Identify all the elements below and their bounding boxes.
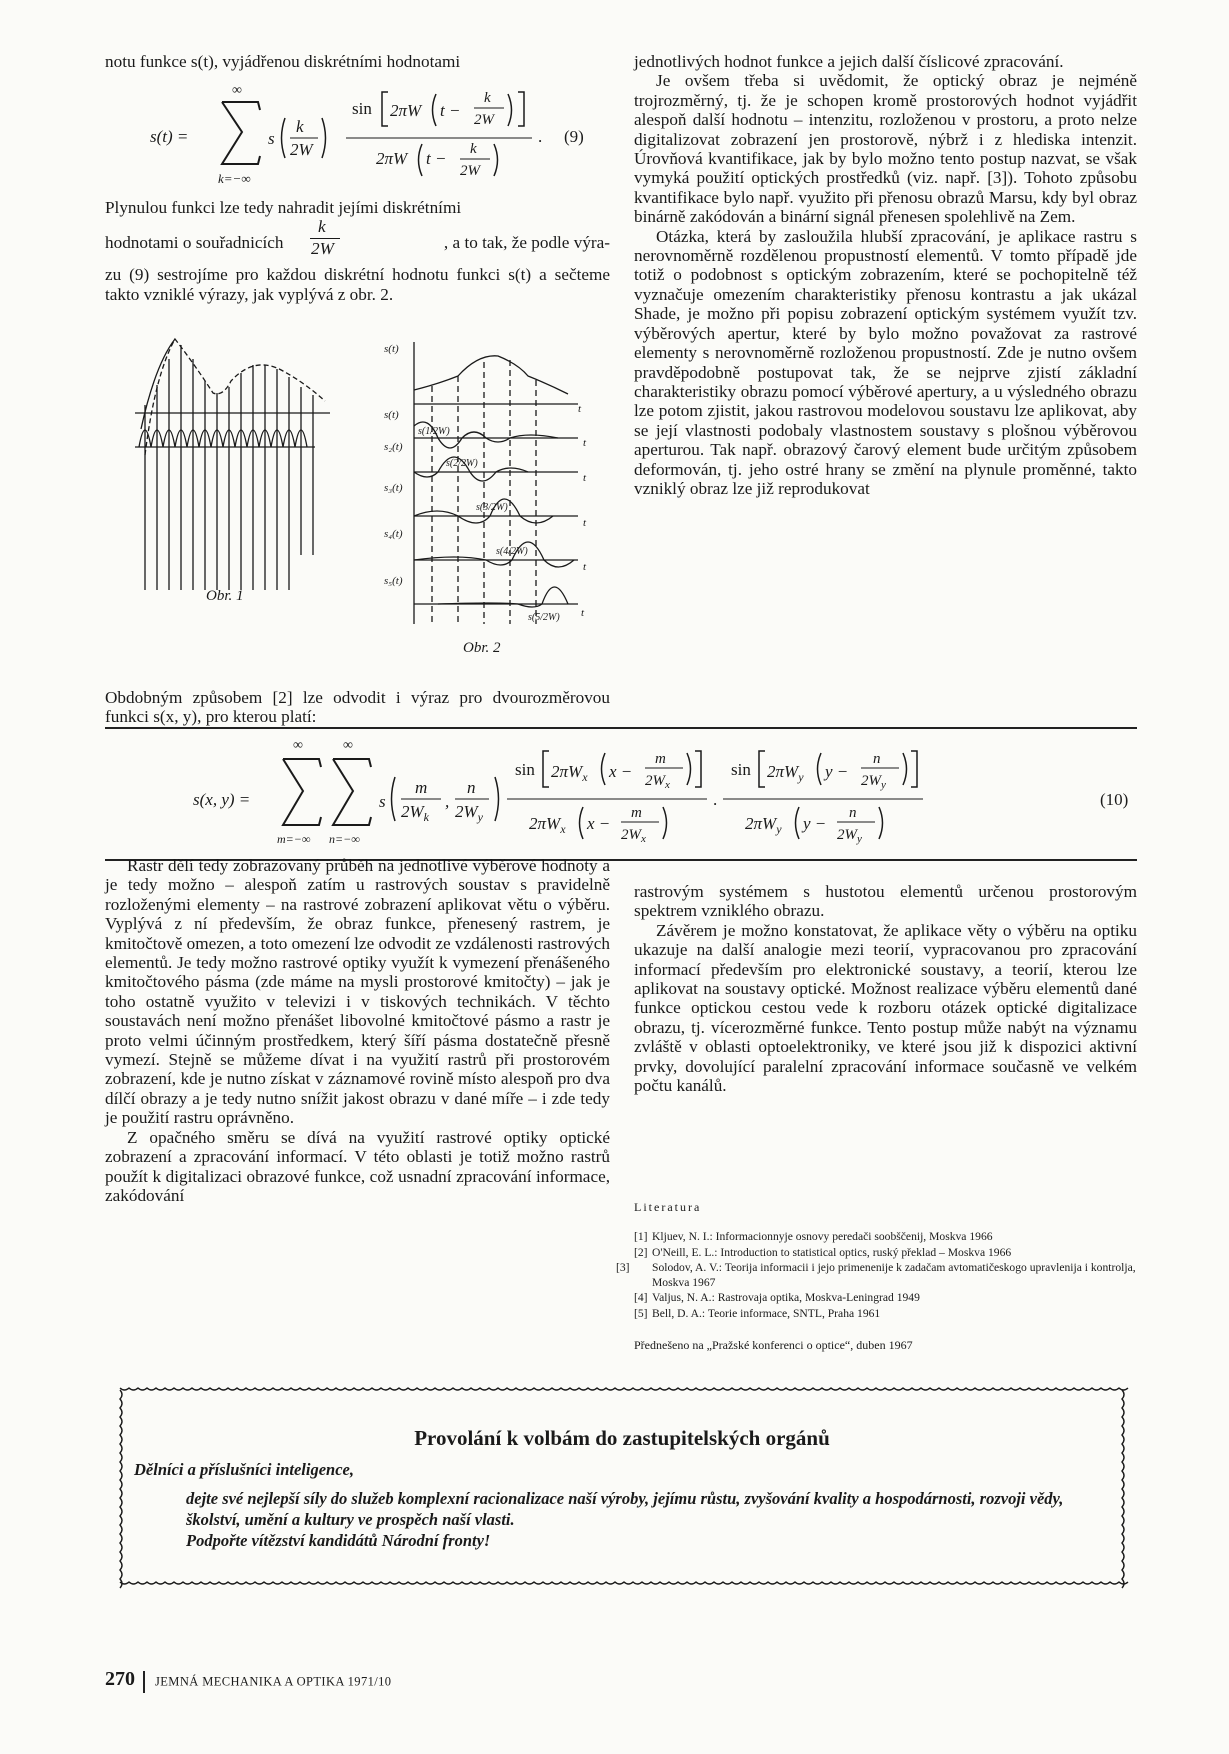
svg-text:s(4/2W): s(4/2W) (496, 546, 528, 557)
paragraph: rastrovým systémem s hustotou elementů určenou prostorovým spektrem vzniklého obrazu. (634, 882, 1137, 921)
svg-text:.: . (538, 127, 543, 146)
svg-text:t: t (583, 472, 587, 484)
rule-top (105, 727, 1137, 729)
svg-text:m: m (415, 778, 428, 797)
reference-list (616, 1230, 1139, 1322)
svg-text:sin: sin (731, 760, 751, 779)
reference-item: [4] Valjus, N. A.: Rastrovaja optika, Moskva-Leningrad 1949 (634, 1291, 920, 1304)
paragraph: jednotlivých hodnot funkce a jejich další číslicové zpracování. (634, 52, 1064, 71)
paragraph: notu funkce s(t), vyjádřenou diskrétními hodnotami (105, 52, 461, 71)
equation-9 (140, 80, 610, 190)
svg-text:m: m (655, 751, 666, 767)
notice-line: Podpořte vítězství kandidátů Národní fronty! (186, 1531, 491, 1550)
fig2-label-st: s(t) (384, 343, 399, 355)
fig2-label-s5: s₅(t) (384, 575, 403, 587)
svg-text:m: m (631, 805, 642, 821)
fig2-label-s2: s₂(t) (384, 441, 403, 453)
svg-text:n=−∞: n=−∞ (329, 832, 360, 846)
notice-line: dejte své nejlepší síly do služeb komplexní racionalizace naší výroby, jejímu růstu, zvyšování kvality a hospodárnosti, rozvoji vědy, školství, umění a kultury ve prospěch naší vlasti. (186, 1489, 1064, 1529)
paragraph: Rastr dělí tedy zobrazovaný průběh na jednotlivé výběrové hodnoty a je tedy možno – alespoň zatím u rastrových soustav s pravidelně rozloženými elementy – na rastrové zobrazení aplikovat větu o výběru. Vyplývá z ní především, že obraz funkce, přenesený rastrem, je kmitočtově omezen, a toto omezení lze odvodit ze vzdálenosti rastrových elementů. Je tedy možno rastrové optiky využít k vymezení přenášeného kmitočtového pásma (zde máme na mysli prostorové kmitočty) – jak je toho ostatně využito v televizi i v tiskových technikách. V těchto soustavách není možno přenášet libovolné kmitočtové pásmo a rastr je proto velmi účinným prostředkem, který šíří pásma dostatečně přesně vymezí. Stejně se můžeme dívat i na využití rastrů při prostorovém zobrazení, kde je nutno získat v záznamové rovině místo alespoň pro dva dílčí obrazy a je tedy nutno snížit jakost obrazu v dané míře – i zde tedy je použití rastru oprávněno. (105, 856, 610, 1128)
left-column-top (105, 52, 610, 71)
svg-text:s: s (268, 129, 275, 148)
svg-text:,: , (445, 792, 450, 811)
inline-text: , a to tak, že podle výra- (443, 233, 610, 253)
eq10-lhs: s(x, y) = (193, 790, 251, 809)
svg-text:s(2/2W): s(2/2W) (446, 458, 478, 469)
svg-text:t: t (578, 403, 582, 415)
svg-text:t: t (583, 561, 587, 573)
svg-text:n: n (873, 751, 881, 767)
paragraph: Obdobným způsobem [2] lze odvodit i výraz pro dvourozměrovou funkci s(x, y), pro kterou platí: (105, 688, 610, 727)
svg-text:sin: sin (515, 760, 535, 779)
figure-2-caption: Obr. 2 (463, 640, 501, 656)
figure-2 (378, 334, 608, 654)
fig2-label-s1: s(t) (384, 409, 399, 421)
svg-text:s(3/2W): s(3/2W) (476, 502, 508, 513)
svg-text:sin: sin (352, 99, 372, 118)
paragraph: Plynulou funkci lze tedy nahradit jejími diskrétními (105, 198, 462, 217)
inline-fraction-2w: 2W (311, 239, 334, 259)
reference-item: [5] Bell, D. A.: Teorie informace, SNTL, Praha 1961 (634, 1306, 881, 1320)
inline-text: hodnotami o souřadnicích (105, 233, 284, 253)
svg-text:t −: t − (426, 149, 447, 168)
svg-text:2πWy: $2\pi W_y$ (745, 814, 782, 836)
svg-text:2πW: 2πW (390, 101, 422, 120)
svg-text:s(5/2W): s(5/2W) (528, 612, 560, 623)
svg-text:k: k (484, 90, 491, 106)
svg-text:s: s (379, 792, 386, 811)
reference-item: [1] Kljuev, N. I.: Informacionnyje osnovy peredači soobščenij, Moskva 1966 (634, 1230, 993, 1243)
paragraph: Je ovšem třeba si uvědomit, že optický obraz je nejméně trojrozměrný, tj. že je schopen kromě prostorových hodnot vyjádřit alespoň další hodnotu – intenzitu, rozloženou v prostoru, a proto nelze digitalizovat zobrazení jen prostorově, nýbrž i z hlediska intenzit. Úrovňová kvantifikace, jak by bylo možno tento postup nazvat, se však vymyká použití optických prostředků (viz. např. [3]). Tohoto způsobu kvantifikace bylo např. využito při přenosu obrazů Marsu, kdy byl obraz binárně zakódován a binární signál přenesen spolehlivě na Zem. (634, 71, 1137, 227)
paragraph: Závěrem je možno konstatovat, že aplikace věty o výběru na optiku ukazuje na další analogie mezi teorií, vypracovanou pro zpracování informací především pro elektronické soustavy, a teorií, kterou lze aplikovat na soustavy optické. Možnost realizace výběru elementů dané funkce optickou cestou vede k rozboru otázek optické digitalizace obrazu, tj. vícerozměrné funkce. Tento postup může nabýt na významu zvláště v oblasti optoelektroniky, ve které jsou již k dispozici aktivní prvky, dovolující paralelní zpracování informace současně ve velkém počtu kanálů. (634, 920, 1137, 1096)
svg-text:k: k (470, 141, 477, 157)
svg-text:x −: x − (609, 762, 633, 781)
svg-text:y −: y − (825, 762, 849, 781)
svg-text:y −: y − (803, 814, 827, 833)
eq9-lhs: s(t) = (150, 127, 189, 146)
eq10-number: (10) (1100, 790, 1129, 809)
left-column-top-3 (105, 688, 610, 727)
paragraph: zu (9) sestrojíme pro každou diskrétní hodnotu funkci s(t) a sečteme takto vzniklé výrazy, jak vyplývá z obr. 2. (105, 265, 610, 304)
election-notice-box (114, 1380, 1130, 1590)
svg-text:x −: x − (587, 814, 611, 833)
eq9-upper: ∞ (232, 83, 242, 98)
page-number: 270 (105, 1668, 135, 1690)
fig2-label-s4: s₄(t) (384, 528, 403, 540)
svg-text:2W: 2W (290, 140, 313, 159)
footer-divider (143, 1671, 145, 1693)
left-column-top-2 (105, 198, 610, 304)
svg-text:2Wy: $2W_y$ (837, 827, 862, 845)
svg-text:n: n (849, 805, 857, 821)
left-column-bottom (105, 856, 610, 1205)
equation-10 (105, 735, 1137, 850)
svg-text:2πWx: $2\pi W_x$ (551, 762, 588, 784)
paragraph: Otázka, která by zasloužila hlubší zpracování, je aplikace rastru s nerovnoměrně rozdělenou propustností elementů. V tomto případě jde totiž o podobnost s optickým zobrazením, které se pochopitelně též vyznačuje omezením charakteristiky přenosu kontrastu a jak ukázal Shade, je možno při popisu zobrazení optickým systémem využít tzv. výběrových apertur, které by bylo možno považovat za rastrové elementy s nerovnoměrně rozloženou propustností. Zde je nutno ovšem pravděpodobně postupovat tak, že se nejprve zjistí základní charakteristiky obrazu pomocí výběrové apertury, a u výsledného obrazu lze potom zjistit, jakou rastrovou modelovou soustavu lze aplikovat, aby se její vlastnosti podobaly vlastnostem soustavy s plošnou výběrovou aperturou. Tak např. obrazový čarový element bude určitým způsobem deformován, tj. jeho ostré hrany se změní na plynule proměnné, takto vzniklý obraz lze již reprodukovat (634, 226, 1137, 498)
literature-heading: Literatura (634, 1200, 702, 1214)
svg-text:2πW: 2πW (376, 149, 408, 168)
svg-text:.: . (713, 790, 718, 809)
right-column-top (634, 52, 1137, 498)
fig2-label-s3: s₃(t) (384, 482, 403, 494)
svg-text:2πWx: $2\pi W_x$ (529, 814, 566, 836)
reference-item: [2] O'Neill, E. L.: Introduction to statistical optics, ruský překlad – Moskva 1966 (634, 1245, 1012, 1259)
figure-1 (135, 335, 330, 610)
svg-text:2Wy: $2W_y$ (861, 773, 886, 791)
svg-text:k: k (296, 117, 304, 136)
svg-text:2Wy: $2W_y$ (455, 802, 483, 824)
wavy-border (114, 1380, 1130, 1590)
eq9-lower: k=−∞ (218, 171, 251, 186)
journal-title: JEMNÁ MECHANIKA A OPTIKA 1971/10 (155, 1674, 392, 1689)
svg-text:s(1/2W): s(1/2W) (418, 426, 450, 437)
svg-text:t: t (583, 517, 587, 529)
svg-text:t: t (581, 607, 585, 619)
paragraph: Z opačného směru se dívá na využití rastrové optiky optické zobrazení a zpracování informací. V této oblasti je totiž možno rastrů použít k digitalizaci obrazové funkce, což usnadní zpracování informace, zakódování (105, 1127, 610, 1205)
svg-text:2W: 2W (474, 112, 494, 128)
svg-text:t: t (583, 437, 587, 449)
svg-text:t −: t − (440, 101, 461, 120)
inline-fraction-k: k (318, 217, 326, 237)
reference-item: [3] Solodov, A. V.: Teorija informacii i jejo primenenije k zadačam avtomatičeskogo upravlenija i kontrolja, Moskva 1967 (616, 1261, 1136, 1289)
eq9-number: (9) (564, 127, 584, 146)
presented-note: Přednešeno na „Pražské konferenci o optice“, duben 1967 (634, 1338, 913, 1352)
figure-1-caption: Obr. 1 (206, 588, 244, 604)
svg-text:2Wx: $2W_x$ (621, 827, 646, 845)
notice-greeting: Dělníci a příslušníci inteligence, (134, 1460, 355, 1479)
svg-text:2πWy: $2\pi W_y$ (767, 762, 804, 784)
svg-text:m=−∞: m=−∞ (277, 832, 311, 846)
page-footer (105, 1668, 391, 1693)
svg-text:n: n (467, 778, 476, 797)
right-column-bottom (634, 882, 1137, 1095)
svg-text:∞: ∞ (293, 738, 303, 753)
svg-text:∞: ∞ (343, 738, 353, 753)
notice-body (186, 1488, 1106, 1551)
svg-text:2Wk: $2W_k$ (401, 802, 429, 824)
notice-title: Provolání k volbám do zastupitelských orgánů (414, 1426, 830, 1450)
svg-text:2Wx: $2W_x$ (645, 773, 670, 791)
svg-text:2W: 2W (460, 163, 480, 179)
